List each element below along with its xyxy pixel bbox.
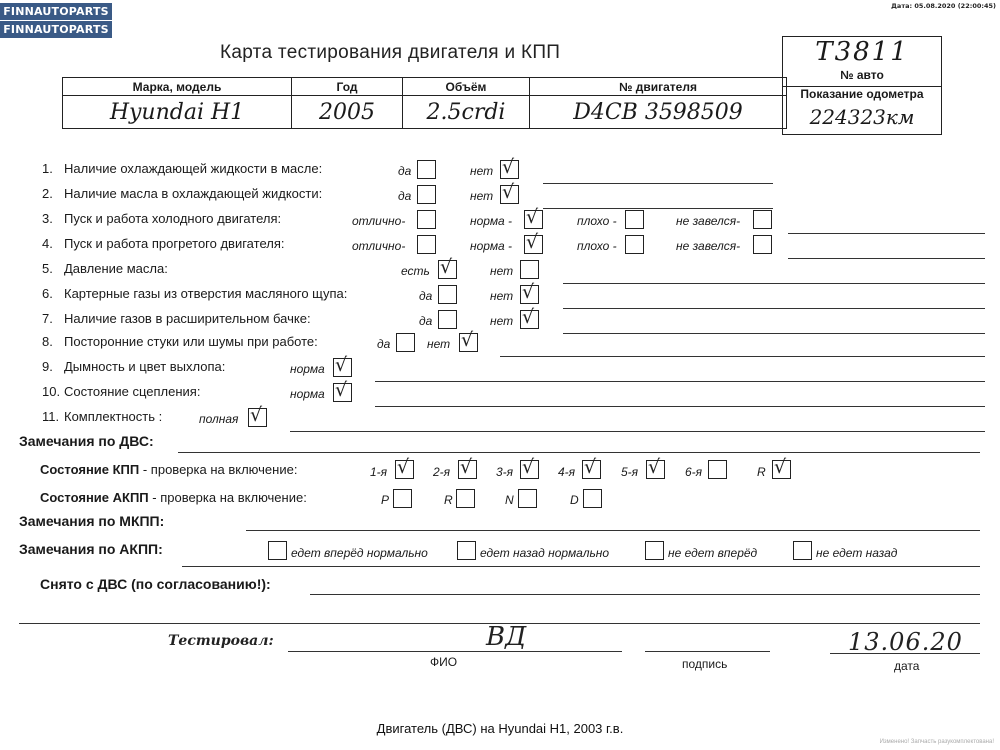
header-col-year: Год — [292, 78, 403, 96]
question-row — [42, 236, 284, 251]
option-label: норма — [290, 387, 325, 401]
kpp-gear-label: 4-я — [558, 465, 576, 479]
checkmark-icon: √ — [774, 456, 787, 478]
option-checkbox[interactable] — [248, 404, 267, 427]
kpp-label-row — [40, 462, 297, 477]
odometer-value: 224323км — [782, 102, 942, 135]
option-checkbox[interactable] — [396, 333, 415, 352]
checkmark-icon: √ — [397, 456, 410, 478]
checkmark-icon: √ — [502, 156, 515, 178]
answer-line — [563, 333, 985, 334]
auto-number-box — [782, 36, 942, 103]
auto-number-label: № авто — [840, 68, 884, 82]
akpp-remark-checkbox[interactable] — [645, 541, 664, 560]
akpp-remark-label: едет назад нормально — [480, 546, 610, 560]
volume-value: 2.5crdi — [403, 96, 530, 129]
akpp-remark-checkbox[interactable] — [793, 541, 812, 560]
kpp-gear-label: 3-я — [496, 465, 514, 479]
answer-line — [563, 283, 985, 284]
option-label: не завелся- — [676, 214, 741, 228]
question-number: 4. — [42, 236, 53, 251]
watermark: Изменено! Запчасть разукомплектована! — [879, 739, 994, 745]
option-checkbox[interactable] — [753, 235, 772, 254]
vehicle-header-table — [62, 77, 787, 129]
kpp-gear-checkbox[interactable] — [458, 456, 477, 479]
akpp-position-label: D — [570, 493, 579, 507]
option-checkbox[interactable] — [753, 210, 772, 229]
remarks-akpp-line — [182, 566, 980, 567]
akpp-position-label: P — [381, 493, 390, 507]
kpp-label: Состояние КПП — [40, 462, 140, 477]
question-number: 10. — [42, 384, 61, 399]
header-col-volume: Объём — [403, 78, 530, 96]
question-text: Посторонние стуки или шумы при работе: — [64, 334, 318, 349]
kpp-gear-checkbox[interactable] — [708, 460, 727, 479]
option-checkbox[interactable] — [333, 379, 352, 402]
question-row — [42, 161, 322, 176]
option-label: да — [377, 337, 391, 351]
akpp-position-checkbox[interactable] — [393, 489, 412, 508]
kpp-gear-label: R — [757, 465, 766, 479]
question-row — [42, 211, 281, 226]
checkmark-icon: √ — [461, 329, 474, 351]
answer-line — [563, 308, 985, 309]
question-row — [42, 311, 311, 326]
option-label: норма - — [470, 214, 513, 228]
akpp-position-checkbox[interactable] — [518, 489, 537, 508]
option-label: нет — [470, 189, 494, 203]
checkmark-icon: √ — [522, 281, 535, 303]
remarks-akpp-label: Замечания по АКПП: — [19, 541, 163, 557]
answer-line — [788, 258, 985, 259]
answer-line — [375, 381, 985, 382]
answer-line — [500, 356, 985, 357]
option-checkbox[interactable] — [438, 310, 457, 329]
option-label: да — [419, 289, 433, 303]
checkmark-icon: √ — [526, 206, 539, 228]
question-text: Давление масла: — [64, 261, 168, 276]
question-number: 6. — [42, 286, 53, 301]
question-row — [42, 261, 168, 276]
akpp-position-label: N — [505, 493, 514, 507]
question-text: Дымность и цвет выхлопа: — [64, 359, 226, 374]
question-number: 3. — [42, 211, 53, 226]
akpp-remark-label: не едет вперёд — [668, 546, 758, 560]
option-label: полная — [199, 412, 239, 426]
option-checkbox[interactable] — [520, 306, 539, 329]
checkmark-icon: √ — [250, 404, 263, 426]
option-label: нет — [490, 289, 514, 303]
answer-line — [543, 183, 773, 184]
checkmark-icon: √ — [526, 231, 539, 253]
question-text: Пуск и работа прогретого двигателя: — [64, 236, 285, 251]
date-line — [830, 653, 980, 654]
remarks-mkpp-label: Замечания по МКПП: — [19, 513, 165, 529]
akpp-remark-checkbox[interactable] — [268, 541, 287, 560]
question-row — [42, 186, 322, 201]
answer-line — [290, 431, 985, 432]
checkmark-icon: √ — [522, 456, 535, 478]
question-number: 9. — [42, 359, 53, 374]
remarks-dvs-label: Замечания по ДВС: — [19, 433, 154, 449]
option-label: да — [398, 164, 412, 178]
answer-line — [375, 406, 985, 407]
option-label: плохо - — [577, 214, 617, 228]
removed-from-line — [310, 594, 980, 595]
option-checkbox[interactable] — [459, 329, 478, 352]
question-text: Комплектность : — [64, 409, 163, 424]
kpp-gear-label: 6-я — [685, 465, 703, 479]
checkmark-icon: √ — [440, 256, 453, 278]
akpp-label-row — [40, 490, 307, 505]
question-text: Наличие газов в расширительном бачке: — [64, 311, 311, 326]
test-date: 13.06.20 — [848, 628, 963, 656]
option-label: нет — [470, 164, 494, 178]
option-checkbox[interactable] — [500, 181, 519, 204]
remarks-dvs-line — [178, 452, 980, 453]
kpp-gear-checkbox[interactable] — [772, 456, 791, 479]
auto-number: Т3811 — [815, 37, 909, 67]
akpp-remark-label: едет вперёд нормально — [291, 546, 428, 560]
checkmark-icon: √ — [502, 181, 515, 203]
akpp-remark-label: не едет назад — [816, 546, 898, 560]
kpp-gear-checkbox[interactable] — [646, 456, 665, 479]
checkmark-icon: √ — [648, 456, 661, 478]
option-label: отлично- — [352, 239, 406, 253]
signature-line — [645, 651, 770, 652]
question-row — [42, 286, 347, 301]
option-checkbox[interactable] — [417, 210, 436, 229]
header-col-engine-no: № двигателя — [530, 78, 787, 96]
kpp-gear-label: 5-я — [621, 465, 639, 479]
question-text: Пуск и работа холодного двигателя: — [64, 211, 282, 226]
remarks-mkpp-line — [246, 530, 980, 531]
question-number: 1. — [42, 161, 53, 176]
option-checkbox[interactable] — [625, 210, 644, 229]
question-text: Наличие охлаждающей жидкости в масле: — [64, 161, 323, 176]
form-title: Карта тестирования двигателя и КПП — [220, 42, 561, 63]
kpp-gear-checkbox[interactable] — [582, 456, 601, 479]
option-label: не завелся- — [676, 239, 741, 253]
checkmark-icon: √ — [335, 354, 348, 376]
brand-logo: FINNAUTOPARTS — [0, 3, 112, 20]
akpp-remark-checkbox[interactable] — [457, 541, 476, 560]
signature-label: подпись — [682, 657, 728, 671]
date-label: дата — [894, 659, 920, 673]
option-label: норма - — [470, 239, 513, 253]
option-label: нет — [490, 314, 514, 328]
removed-from-label: Снято с ДВС (по согласованию!): — [40, 576, 271, 592]
option-checkbox[interactable] — [417, 235, 436, 254]
option-label: нет — [427, 337, 451, 351]
question-number: 5. — [42, 261, 53, 276]
tester-signature: ВД — [486, 622, 527, 652]
tested-label: Тестировал: — [168, 633, 274, 649]
engine-no-value: D4CB 3598509 — [530, 96, 787, 129]
year-value: 2005 — [292, 96, 403, 129]
option-label: да — [398, 189, 412, 203]
checkmark-icon: √ — [460, 456, 473, 478]
option-label: отлично- — [352, 214, 406, 228]
date-stamp: Дата: 05.08.2020 (22:00:45) — [891, 2, 996, 10]
header-col-model: Марка, модель — [63, 78, 292, 96]
question-number: 2. — [42, 186, 53, 201]
checkmark-icon: √ — [335, 379, 348, 401]
kpp-suffix: - проверка на включение: — [139, 462, 298, 477]
akpp-position-label: R — [444, 493, 453, 507]
kpp-gear-checkbox[interactable] — [395, 456, 414, 479]
question-number: 11. — [42, 409, 60, 424]
kpp-gear-label: 1-я — [370, 465, 388, 479]
brand-logo: FINNAUTOPARTS — [0, 21, 112, 38]
akpp-position-checkbox[interactable] — [583, 489, 602, 508]
model-value: Hyundai H1 — [63, 96, 292, 129]
photo-caption: Двигатель (ДВС) на Hyundai H1, 2003 г.в. — [376, 721, 624, 736]
question-row — [42, 359, 225, 374]
question-row — [42, 409, 162, 424]
option-checkbox[interactable] — [333, 354, 352, 377]
option-checkbox[interactable] — [438, 285, 457, 304]
option-checkbox[interactable] — [520, 281, 539, 304]
answer-line — [788, 233, 985, 234]
option-checkbox[interactable] — [520, 260, 539, 279]
akpp-label: Состояние АКПП — [40, 490, 149, 505]
option-label: да — [419, 314, 433, 328]
question-row — [42, 384, 200, 399]
kpp-gear-label: 2-я — [433, 465, 451, 479]
question-number: 8. — [42, 334, 53, 349]
option-checkbox[interactable] — [417, 160, 436, 179]
option-label: нет — [490, 264, 514, 278]
question-number: 7. — [42, 311, 53, 326]
option-checkbox[interactable] — [417, 185, 436, 204]
checkmark-icon: √ — [584, 456, 597, 478]
option-checkbox[interactable] — [438, 256, 457, 279]
odometer-label: Показание одометра — [783, 86, 941, 104]
option-checkbox[interactable] — [524, 231, 543, 254]
kpp-gear-checkbox[interactable] — [520, 456, 539, 479]
option-label: плохо - — [577, 239, 617, 253]
question-row — [42, 334, 318, 349]
option-checkbox[interactable] — [500, 156, 519, 179]
fio-label: ФИО — [430, 655, 458, 669]
option-checkbox[interactable] — [625, 235, 644, 254]
option-label: норма — [290, 362, 325, 376]
akpp-position-checkbox[interactable] — [456, 489, 475, 508]
question-text: Картерные газы из отверстия масляного щупа: — [64, 286, 348, 301]
akpp-suffix: - проверка на включение: — [148, 490, 307, 505]
option-checkbox[interactable] — [524, 206, 543, 229]
question-text: Наличие масла в охлаждающей жидкости: — [64, 186, 323, 201]
checkmark-icon: √ — [522, 306, 535, 328]
question-text: Состояние сцепления: — [64, 384, 201, 399]
option-label: есть — [401, 264, 430, 278]
fio-line — [288, 651, 622, 652]
answer-line — [543, 208, 773, 209]
